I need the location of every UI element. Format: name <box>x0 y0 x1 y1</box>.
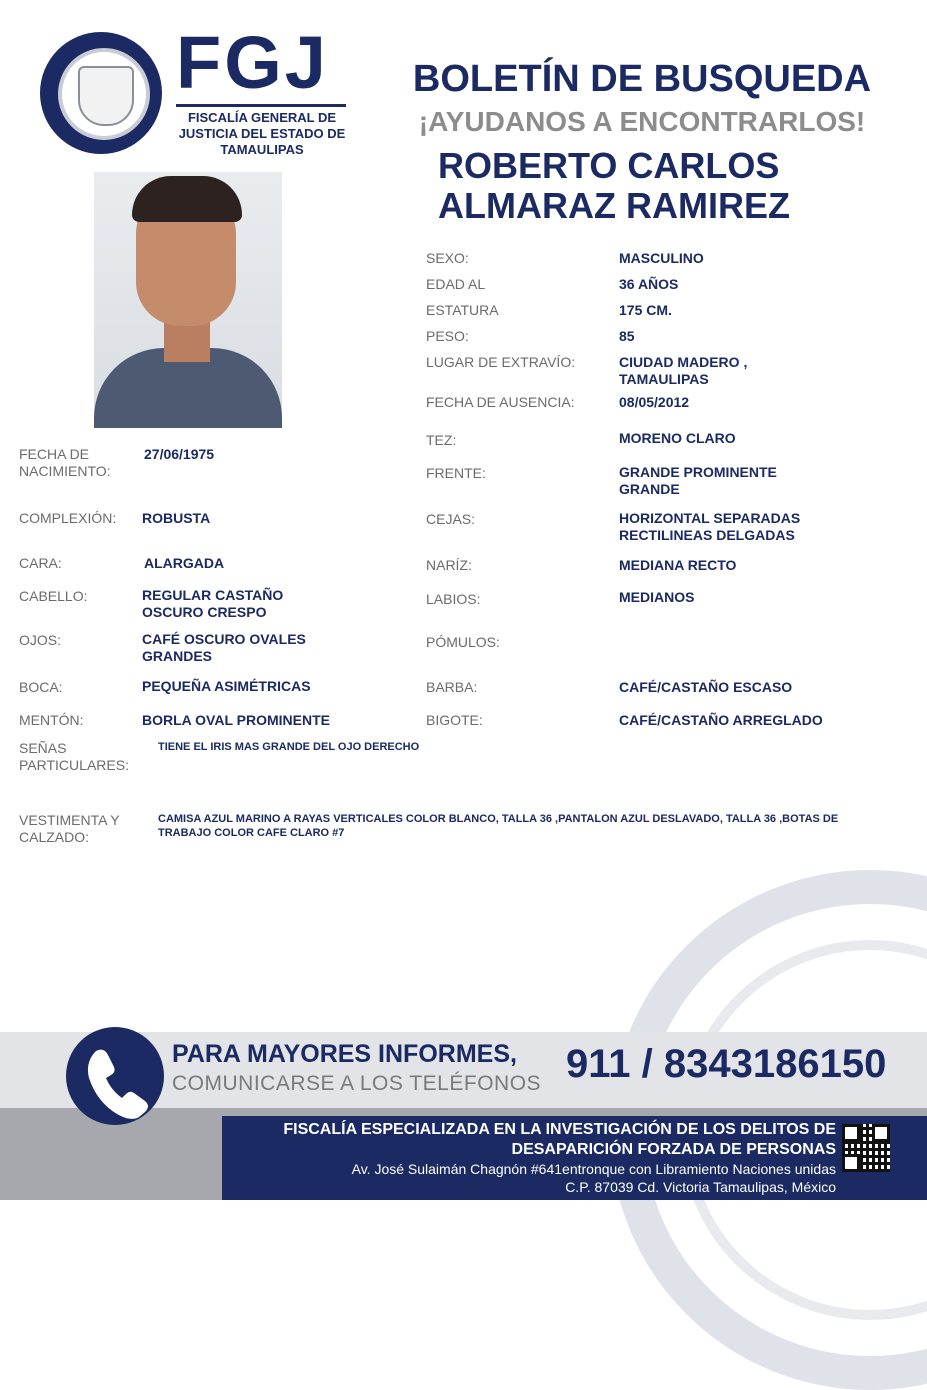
office-name-line2: DESAPARICIÓN FORZADA DE PERSONAS <box>511 1141 836 1158</box>
field-label-estatura: ESTATURA <box>426 302 499 318</box>
field-value-estatura: 175 CM. <box>619 302 672 318</box>
field-value-cabello: REGULAR CASTAÑO OSCURO CRESPO <box>142 587 284 620</box>
field-label-pomulos: PÓMULOS: <box>426 634 500 650</box>
info-subheading: COMUNICARSE A LOS TELÉFONOS <box>172 1072 542 1095</box>
field-value-peso: 85 <box>619 328 635 344</box>
person-photo <box>94 172 282 428</box>
phone-icon <box>66 1027 164 1125</box>
field-value-nacimiento: 27/06/1975 <box>144 446 215 462</box>
org-name: FISCALÍA GENERAL DE JUSTICIA DEL ESTADO DE TAMAULIPAS <box>178 110 346 157</box>
person-name <box>438 146 790 226</box>
field-label-tez: TEZ: <box>426 432 457 448</box>
person-name-line1: ROBERTO CARLOS <box>438 145 780 186</box>
field-label-frente: FRENTE: <box>426 465 486 481</box>
state-seal-icon <box>78 66 134 126</box>
field-value-complexion: ROBUSTA <box>142 510 211 526</box>
field-value-ojos: CAFÉ OSCURO OVALES GRANDES <box>142 631 306 664</box>
field-label-menton: MENTÓN: <box>19 712 84 728</box>
field-value-frente: GRANDE PROMINENTE GRANDE <box>619 464 777 497</box>
field-label-fecha-ausencia: FECHA DE AUSENCIA: <box>426 394 575 410</box>
field-label-ojos: OJOS: <box>19 632 62 648</box>
field-value-bigote: CAFÉ/CASTAÑO ARREGLADO <box>619 712 823 728</box>
field-label-cejas: CEJAS: <box>426 511 476 527</box>
field-label-boca: BOCA: <box>19 679 63 695</box>
field-label-peso: PESO: <box>426 328 469 344</box>
office-address-line1: Av. José Sulaimán Chagnón #641entronque con Libramiento Naciones unidas <box>351 1161 836 1177</box>
office-address <box>232 1160 836 1196</box>
field-label-complexion: COMPLEXIÓN: <box>19 510 117 526</box>
field-value-senas: TIENE EL IRIS MAS GRANDE DEL OJO DERECHO <box>158 741 420 753</box>
field-label-cabello: CABELLO: <box>19 588 88 604</box>
qr-corner-3 <box>842 1154 860 1172</box>
field-value-fecha-ausencia: 08/05/2012 <box>619 394 690 410</box>
bulletin-title: BOLETÍN DE BUSQUEDA <box>412 58 872 100</box>
field-value-cara: ALARGADA <box>144 555 225 571</box>
field-label-vestimenta: VESTIMENTA Y CALZADO: <box>19 812 120 845</box>
org-acronym: FGJ <box>176 21 329 104</box>
field-label-nariz: NARÍZ: <box>426 557 472 573</box>
field-value-labios: MEDIANOS <box>619 589 695 605</box>
field-value-sexo: MASCULINO <box>619 250 704 266</box>
field-label-nacimiento: FECHA DE NACIMIENTO: <box>19 446 111 479</box>
phone-number: 911 / 8343186150 <box>566 1042 887 1086</box>
logo-divider <box>176 104 346 107</box>
qr-corner-1 <box>842 1124 860 1142</box>
field-value-boca: PEQUEÑA ASIMÉTRICAS <box>142 678 311 694</box>
field-label-senas: SEÑAS PARTICULARES: <box>19 740 129 773</box>
field-value-nariz: MEDIANA RECTO <box>619 557 737 573</box>
field-label-sexo: SEXO: <box>426 250 469 266</box>
field-label-cara: CARA: <box>19 555 62 571</box>
field-value-tez: MORENO CLARO <box>619 430 736 446</box>
field-label-labios: LABIOS: <box>426 591 481 607</box>
field-value-cejas: HORIZONTAL SEPARADAS RECTILINEAS DELGADAS <box>619 510 801 543</box>
office-address-line2: C.P. 87039 Cd. Victoria Tamaulipas, México <box>565 1179 836 1195</box>
qr-corner-2 <box>872 1124 890 1142</box>
field-label-barba: BARBA: <box>426 679 478 695</box>
info-heading: PARA MAYORES INFORMES, <box>172 1040 517 1068</box>
photo-hair <box>132 176 242 222</box>
field-value-menton: BORLA OVAL PROMINENTE <box>142 712 330 728</box>
field-label-bigote: BIGOTE: <box>426 712 483 728</box>
qr-code-icon <box>842 1124 890 1172</box>
field-value-edad: 36 AÑOS <box>619 276 679 292</box>
person-name-line2: ALMARAZ RAMIREZ <box>438 185 790 226</box>
field-value-barba: CAFÉ/CASTAÑO ESCASO <box>619 679 793 695</box>
field-value-vestimenta: CAMISA AZUL MARINO A RAYAS VERTICALES COLOR BLANCO, TALLA 36 ,PANTALON AZUL DESLAVADO, TALLA 36 ,BOTAS DE TRABAJO COLOR CAFE CLARO #7 <box>158 813 839 839</box>
field-value-lugar: CIUDAD MADERO , TAMAULIPAS <box>619 354 748 387</box>
bulletin-subtitle: ¡AYUDANOS A ENCONTRARLOS! <box>418 106 866 137</box>
office-name <box>232 1120 836 1160</box>
office-name-line1: FISCALÍA ESPECIALIZADA EN LA INVESTIGACIÓN DE LOS DELITOS DE <box>283 1121 836 1138</box>
field-label-lugar: LUGAR DE EXTRAVÍO: <box>426 354 576 370</box>
field-label-edad: EDAD AL <box>426 276 486 292</box>
